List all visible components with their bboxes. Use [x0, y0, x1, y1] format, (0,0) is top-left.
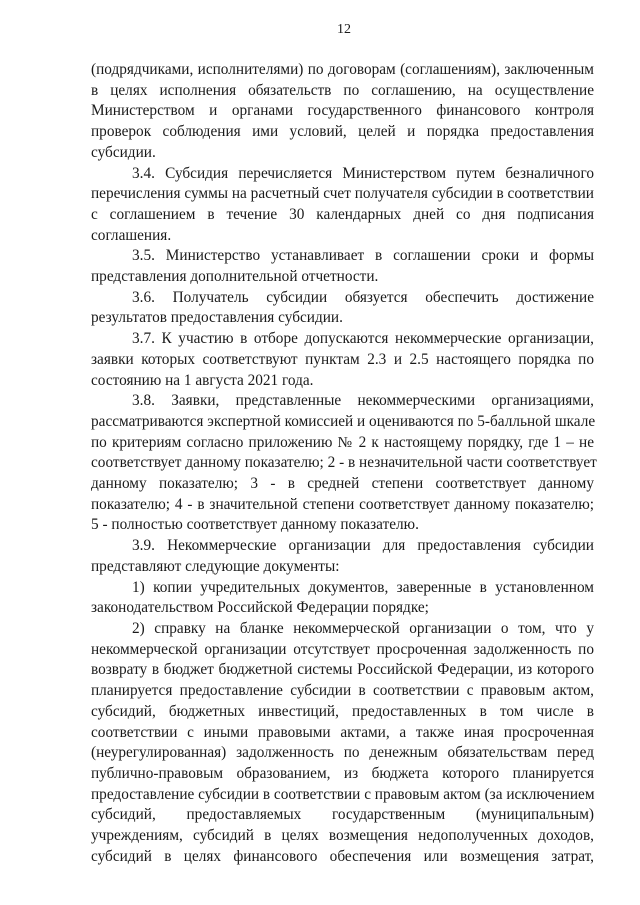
- paragraph: [91, 288, 594, 329]
- text-line: соглашения.: [91, 226, 172, 244]
- text-line: некоммерческой организации отсутствует просроченная задолженность по: [91, 640, 594, 658]
- text-line: перечисления суммы на расчетный счет получателя субсидии в соответствии: [91, 185, 594, 203]
- text-line: Министерством и органами государственного финансового контроля: [91, 102, 594, 120]
- text-line: результатов предоставления субсидии.: [91, 309, 343, 327]
- paragraph: [91, 246, 594, 287]
- text-line: учреждениям, субсидий в целях возмещения недополученных доходов,: [91, 827, 594, 845]
- text-line: по критериям согласно приложению № 2 к настоящему порядку, где 1 – не: [91, 433, 594, 451]
- text-line: рассматриваются экспертной комиссией и оцениваются по 5-балльной шкале: [91, 412, 596, 430]
- text-line: (подрядчиками, исполнителями) по договорам (соглашениям), заключенным: [91, 61, 594, 78]
- text-line: субсидии.: [91, 143, 156, 161]
- text-line: состоянию на 1 августа 2021 года.: [91, 371, 314, 389]
- text-line: законодательством Российской Федерации порядке;: [91, 599, 429, 617]
- text-line: соответствует данному показателю; 2 - в незначительной части соответствует: [91, 454, 597, 472]
- text-line: предоставление субсидии в соответствии с правовым актом (за исключением: [91, 785, 595, 803]
- paragraph: [91, 619, 594, 867]
- text-line: представляют следующие документы:: [91, 557, 340, 575]
- text-line: субсидий, бюджетных инвестиций, предоставленных в том числе в: [91, 702, 594, 720]
- paragraph: [91, 536, 594, 577]
- paragraph: [91, 329, 594, 391]
- text-line: планируется предоставление субсидии в соответствии с правовым актом,: [91, 682, 594, 700]
- text-line: представления дополнительной отчетности.: [91, 268, 379, 286]
- paragraph: [91, 578, 594, 619]
- text-line: публично-правовым образованием, из бюджета которого планируется: [91, 764, 594, 782]
- text-line: 5 - полностью соответствует данному показателю.: [91, 516, 419, 534]
- document-body: [91, 60, 597, 867]
- text-line: соответствии с иными правовыми актами, а также иная просроченная: [91, 723, 594, 741]
- text-line: 1) копии учредительных документов, заверенные в установленном: [132, 578, 594, 596]
- text-line: проверок соблюдения ими условий, целей и порядка предоставления: [91, 123, 594, 141]
- text-line: данному показателю; 3 - в средней степени соответствует данному: [91, 475, 594, 493]
- text-line: с соглашением в течение 30 календарных дней со дня подписания: [91, 205, 594, 223]
- text-line: возврату в бюджет бюджетной системы Российской Федерации, из которого: [91, 661, 594, 679]
- paragraph: [91, 164, 594, 247]
- text-line: заявки которых соответствуют пунктам 2.3 и 2.5 настоящего порядка по: [91, 350, 594, 368]
- text-line: в целях исполнения обязательств по соглашению, на осуществление: [91, 81, 594, 99]
- text-line: показателю; 4 - в значительной степени соответствует данному показателю;: [91, 495, 594, 513]
- paragraph: [91, 60, 594, 164]
- page-number: 12: [337, 22, 351, 37]
- text-line: 3.5. Министерство устанавливает в соглашении сроки и формы: [132, 247, 594, 265]
- text-line: 3.6. Получатель субсидии обязуется обеспечить достижение: [132, 288, 594, 306]
- text-line: субсидий в целях финансового обеспечения или возмещения затрат,: [91, 847, 594, 865]
- text-line: 3.7. К участию в отборе допускаются некоммерческие организации,: [132, 330, 594, 348]
- text-line: (неурегулированная) задолженность по денежным обязательствам перед: [91, 744, 594, 762]
- text-line: 3.4. Субсидия перечисляется Министерством путем безналичного: [132, 164, 594, 182]
- text-line: 3.8. Заявки, представленные некоммерческими организациями,: [132, 392, 594, 410]
- text-line: субсидий, предоставляемых государственным (муниципальным): [91, 806, 594, 824]
- text-line: 2) справку на бланке некоммерческой организации о том, что у: [132, 619, 594, 637]
- paragraph: [91, 391, 597, 536]
- text-line: 3.9. Некоммерческие организации для предоставления субсидии: [132, 537, 594, 555]
